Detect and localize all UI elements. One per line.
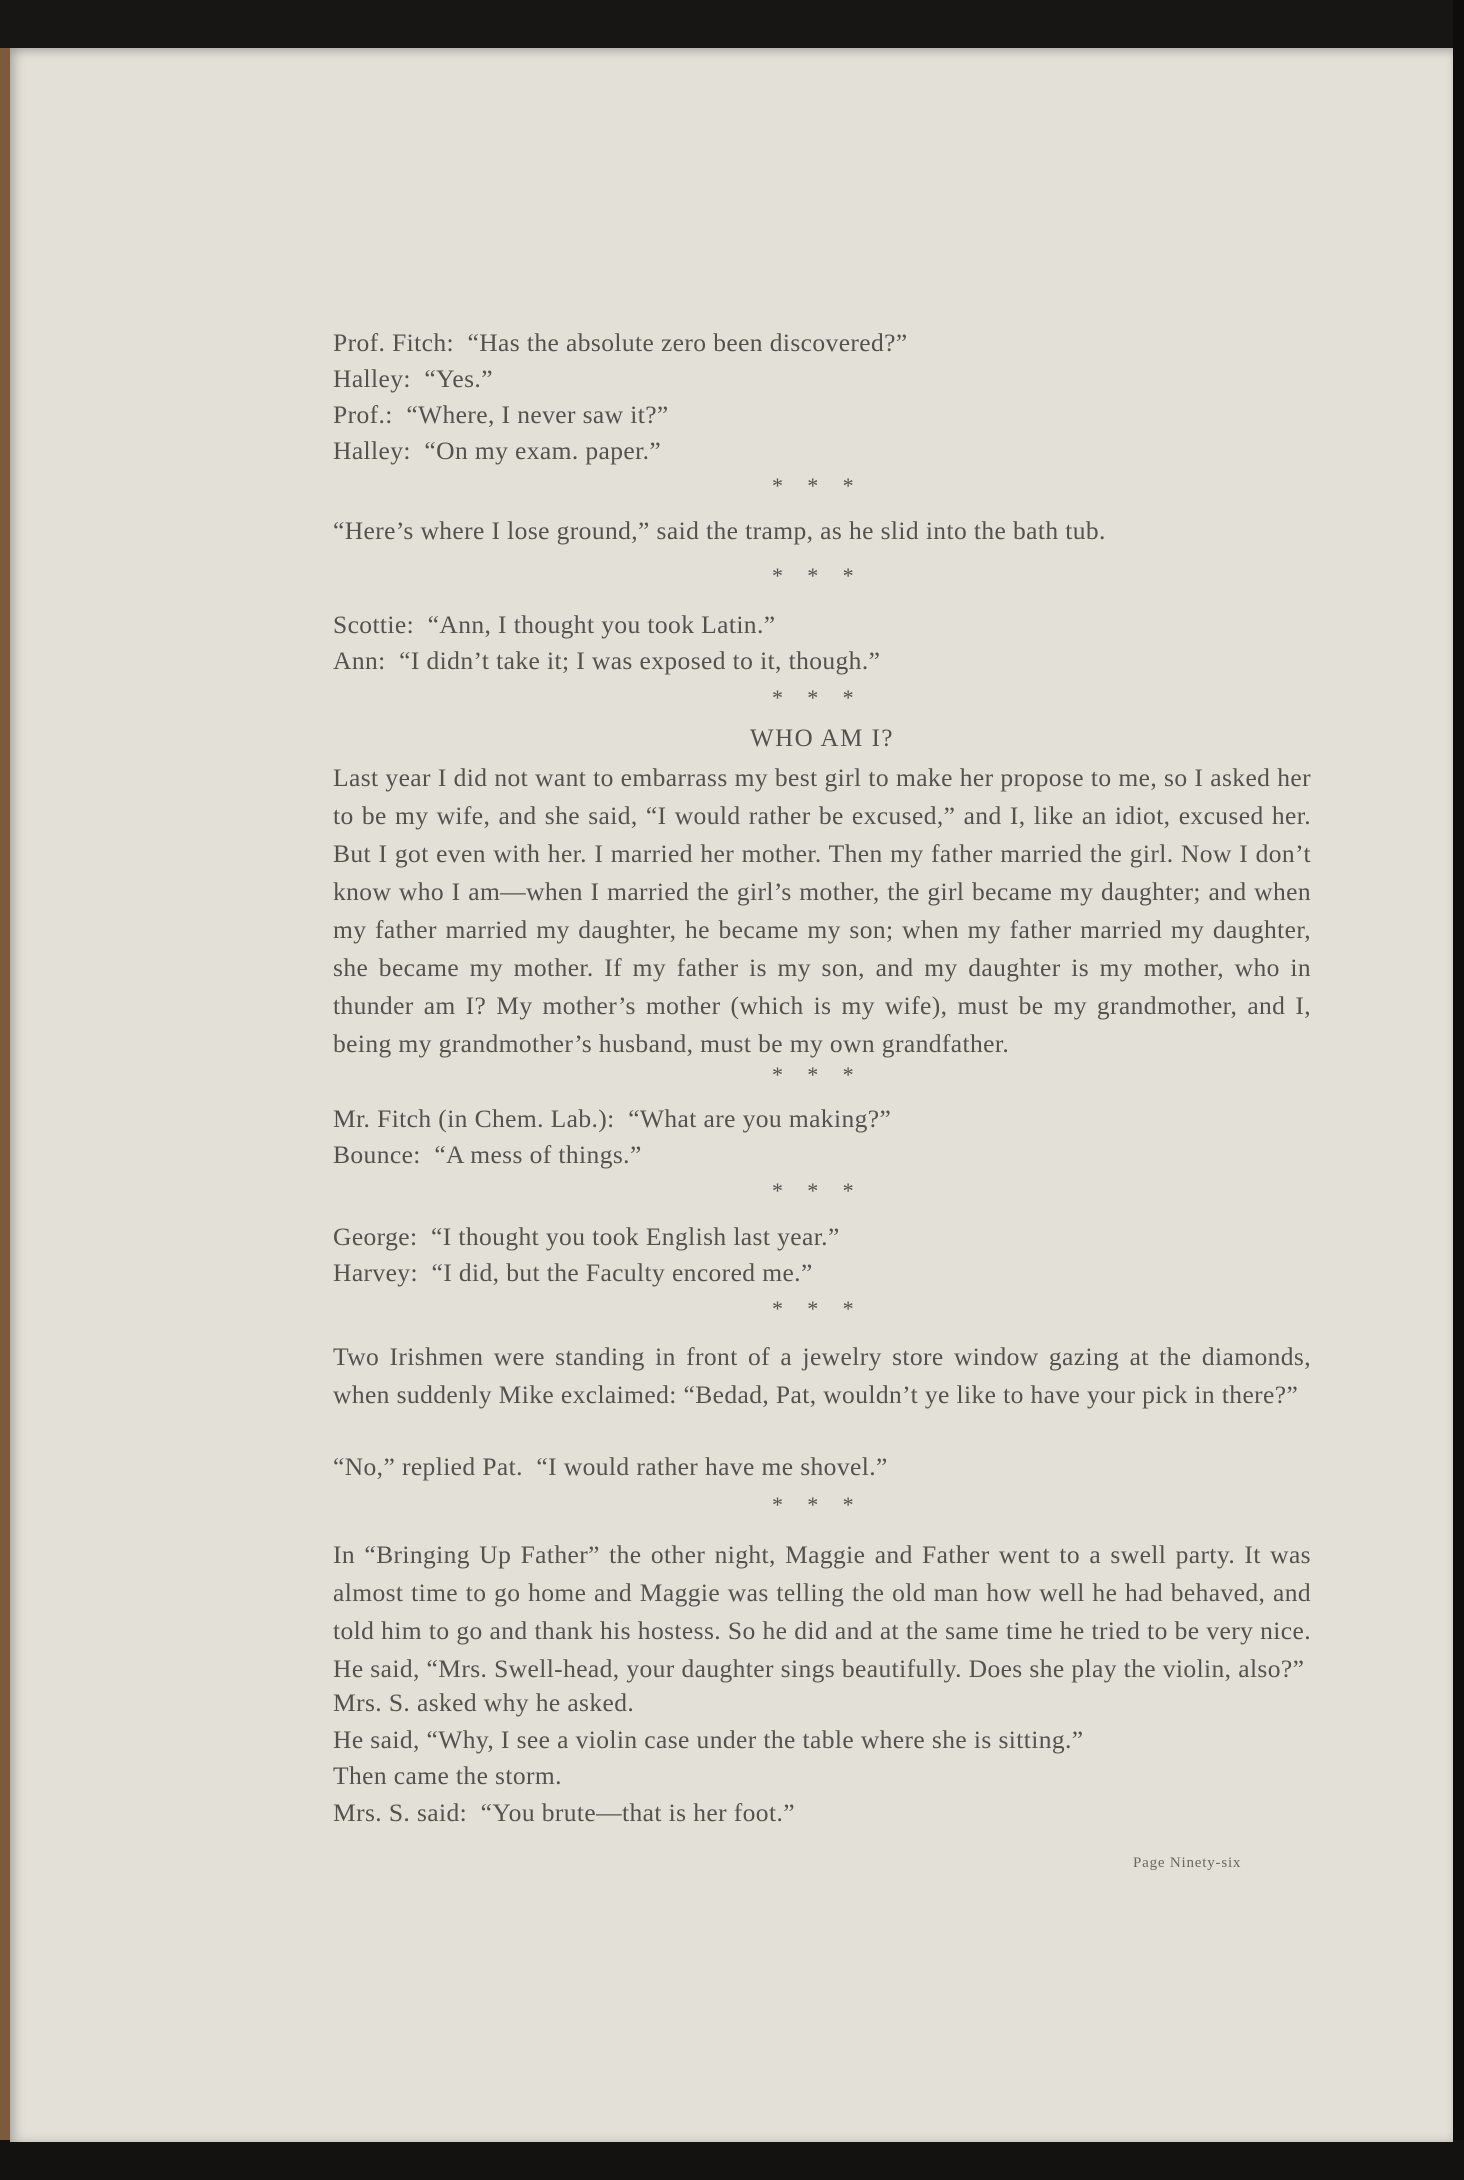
scan-border-bottom: [0, 2140, 1464, 2180]
dialogue-line: Scottie: “Ann, I thought you took Latin.”: [333, 610, 776, 639]
dialogue-line: Halley: “On my exam. paper.”: [333, 436, 662, 465]
irishmen-paragraph: Two Irishmen were standing in front of a jewelry store window gazing at the diamonds, when suddenly Mike exclaimed: “Bedad, Pat, wouldn’t ye like to have your pick in there?”: [333, 1342, 1311, 1409]
tramp-joke: “Here’s where I lose ground,” said the tramp, as he slid into the bath tub.: [333, 516, 1106, 545]
section-heading: WHO AM I?: [749, 725, 895, 752]
who-am-i-paragraph: Last year I did not want to embarrass my best girl to make her propose to me, so I asked her to be my wife, and she said, “I would rather be excused,” and I, like an idiot, excused her. But I got even with her. I married her mother. Then my father married the girl. Now I don’t know who I am—when I married the girl’s mother, the girl became my daughter; and when my father married my daughter, he became my son; when my father married my daughter, she became my mother. If my father is my son, and my daughter is my mother, who in thunder am I? My mother’s mother (which is my wife), must be my grandmother, and I, being my grandmother’s husband, must be my own grandfather.: [333, 763, 1311, 1058]
separator: * * *: [772, 1296, 854, 1321]
separator: * * *: [772, 473, 854, 498]
dialogue-line: Harvey: “I did, but the Faculty encored me.”: [333, 1258, 813, 1287]
separator: * * *: [772, 1062, 854, 1087]
scan-border-right: [1453, 0, 1464, 2180]
dialogue-line: Prof. Fitch: “Has the absolute zero been discovered?”: [333, 328, 908, 357]
separator: * * *: [772, 1178, 854, 1203]
father-paragraph: In “Bringing Up Father” the other night, Maggie and Father went to a swell party. It was almost time to go home and Maggie was telling the old man how well he had behaved, and told him to go and thank his hostess. So he did and at the same time he tried to be very nice. He said, “Mrs. Swell-head, your daughter sings beautifully. Does she play the violin, also?”: [333, 1540, 1311, 1683]
dialogue-line: Halley: “Yes.”: [333, 364, 493, 393]
father-line: Mrs. S. said: “You brute—that is her foot.”: [333, 1798, 795, 1827]
book-page: [10, 48, 1453, 2142]
dialogue-line: Ann: “I didn’t take it; I was exposed to it, though.”: [333, 646, 881, 675]
separator: * * *: [772, 563, 854, 588]
father-line: Then came the storm.: [333, 1761, 562, 1790]
separator: * * *: [772, 685, 854, 710]
irishmen-reply: “No,” replied Pat. “I would rather have me shovel.”: [333, 1452, 888, 1481]
dialogue-line: George: “I thought you took English last year.”: [333, 1222, 840, 1251]
dialogue-line: Mr. Fitch (in Chem. Lab.): “What are you making?”: [333, 1104, 892, 1133]
separator: * * *: [772, 1492, 854, 1517]
scan-border-top: [0, 0, 1464, 52]
scan-border-left: [0, 48, 10, 2142]
dialogue-line: Prof.: “Where, I never saw it?”: [333, 400, 669, 429]
dialogue-line: Bounce: “A mess of things.”: [333, 1140, 642, 1169]
father-line: He said, “Why, I see a violin case under the table where she is sitting.”: [333, 1725, 1084, 1754]
page-number: Page Ninety-six: [1133, 1855, 1242, 1871]
father-line: Mrs. S. asked why he asked.: [333, 1688, 635, 1717]
